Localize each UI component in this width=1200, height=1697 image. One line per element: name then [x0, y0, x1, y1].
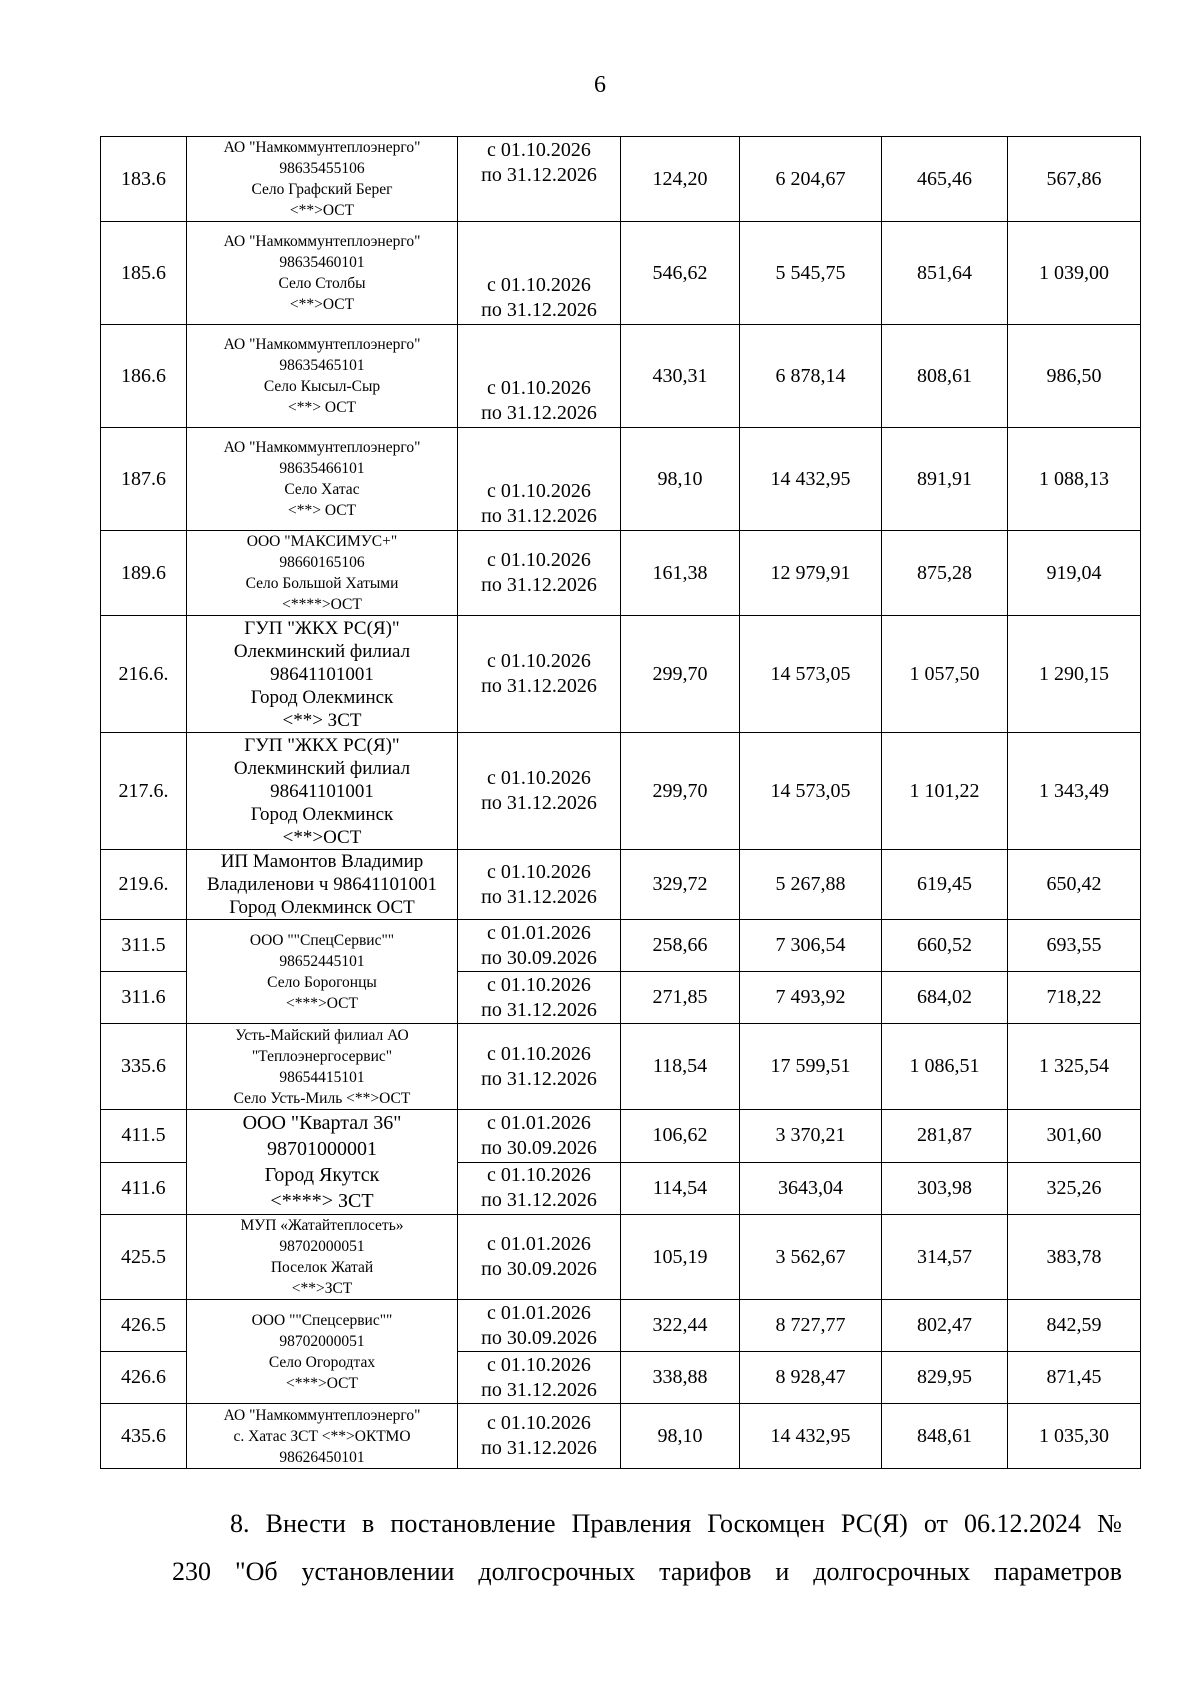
org-line: Усть-Майский филиал АО — [235, 1026, 409, 1044]
table-row — [101, 616, 1141, 733]
row-number: 411.6 — [101, 1162, 187, 1215]
org-line: Село Огородтах — [268, 1353, 376, 1371]
period-end: по 30.09.2026 — [481, 1326, 597, 1349]
value-cell: 430,31 — [621, 325, 740, 428]
org-line: Город Олекминск — [250, 686, 394, 708]
org-line: <**> ЗСТ — [282, 709, 362, 731]
value-cell: 871,45 — [1008, 1352, 1141, 1404]
org-line: ООО "МАКСИМУС+" — [246, 533, 398, 550]
value-cell: 875,28 — [882, 531, 1008, 616]
org-line: Город Якутск — [264, 1164, 380, 1186]
org-line: 98626450101 — [279, 1448, 365, 1466]
value-cell: 12 979,91 — [740, 531, 882, 616]
period-cell — [458, 1110, 621, 1163]
value-cell: 161,38 — [621, 531, 740, 616]
paragraph-line: 230 "Об установлении долгосрочных тарифов и долгосрочных параметров — [172, 1557, 1122, 1586]
organization-cell — [187, 850, 458, 920]
organization-cell — [187, 1404, 458, 1469]
period-cell — [458, 733, 621, 850]
period-end: по 30.09.2026 — [481, 946, 597, 969]
value-cell: 299,70 — [621, 616, 740, 733]
org-line: Владиленови ч 98641101001 — [207, 874, 437, 895]
period-end: по 31.12.2026 — [481, 792, 597, 814]
period-end: по 31.12.2026 — [481, 505, 597, 527]
value-cell: 114,54 — [621, 1162, 740, 1215]
org-line: Село Большой Хатыми — [245, 575, 399, 592]
value-cell: 98,10 — [621, 428, 740, 531]
value-cell: 5 545,75 — [740, 222, 882, 325]
organization-cell — [187, 616, 458, 733]
org-line: <**>ОСТ — [289, 296, 355, 313]
table-row — [101, 1300, 1141, 1352]
period-start: с 01.10.2026 — [487, 377, 591, 399]
row-number: 216.6. — [101, 616, 187, 733]
value-cell: 1 057,50 — [882, 616, 1008, 733]
value-cell: 14 573,05 — [740, 733, 882, 850]
period-cell — [458, 920, 621, 972]
org-line: Олекминский филиал — [233, 757, 411, 779]
org-line: <***>ОСТ — [286, 994, 358, 1012]
value-cell: 1 086,51 — [882, 1024, 1008, 1110]
period-cell — [458, 531, 621, 616]
org-line: <**> ОСТ — [287, 502, 357, 519]
org-line: ИП Мамонтов Владимир — [220, 851, 424, 872]
table-row — [101, 428, 1141, 531]
value-cell: 567,86 — [1008, 137, 1141, 222]
period-end: по 31.12.2026 — [481, 1437, 597, 1459]
period-cell — [458, 972, 621, 1024]
org-line: <**> ОСТ — [287, 399, 357, 416]
org-line: 98702000051 — [279, 1332, 365, 1350]
period-end: по 31.12.2026 — [481, 402, 597, 424]
row-number: 426.6 — [101, 1352, 187, 1404]
row-number: 183.6 — [101, 137, 187, 222]
value-cell: 1 325,54 — [1008, 1024, 1141, 1110]
period-start: с 01.10.2026 — [487, 650, 591, 672]
value-cell: 7 493,92 — [740, 972, 882, 1024]
table-row — [101, 1024, 1141, 1110]
org-line: Город Олекминск — [250, 803, 394, 825]
period-start: с 01.10.2026 — [487, 973, 591, 996]
value-cell: 891,91 — [882, 428, 1008, 531]
value-cell: 106,62 — [621, 1110, 740, 1163]
period-end: по 31.12.2026 — [481, 1189, 597, 1212]
value-cell: 325,26 — [1008, 1162, 1141, 1215]
org-line: АО "Намкоммунтеплоэнерго" — [223, 1406, 421, 1424]
row-number: 311.5 — [101, 920, 187, 972]
period-cell — [458, 428, 621, 531]
value-cell: 8 727,77 — [740, 1300, 882, 1352]
org-line: 98641101001 — [270, 663, 374, 685]
org-line: ГУП "ЖКХ РС(Я)" — [244, 617, 400, 639]
value-cell: 829,95 — [882, 1352, 1008, 1404]
value-cell: 6 204,67 — [740, 137, 882, 222]
org-line: ООО "Квартал 36" — [242, 1112, 402, 1134]
org-line: АО "Намкоммунтеплоэнерго" — [223, 336, 421, 353]
value-cell: 465,46 — [882, 137, 1008, 222]
row-number: 189.6 — [101, 531, 187, 616]
period-cell — [458, 325, 621, 428]
row-number: 411.5 — [101, 1110, 187, 1163]
period-cell — [458, 1352, 621, 1404]
value-cell: 14 432,95 — [740, 1404, 882, 1469]
table-row — [101, 137, 1141, 222]
value-cell: 3 562,67 — [740, 1215, 882, 1300]
value-cell: 546,62 — [621, 222, 740, 325]
page-number: 6 — [594, 72, 606, 98]
value-cell: 3643,04 — [740, 1162, 882, 1215]
period-end: по 31.12.2026 — [481, 1378, 597, 1401]
period-end: по 31.12.2026 — [481, 164, 597, 186]
org-line: 98701000001 — [267, 1138, 377, 1160]
row-number: 187.6 — [101, 428, 187, 531]
value-cell: 124,20 — [621, 137, 740, 222]
org-line: <**>ОСТ — [289, 202, 355, 219]
organization-cell — [187, 1300, 458, 1404]
org-line: "Теплоэнергосервис" — [251, 1047, 393, 1065]
value-cell: 281,87 — [882, 1110, 1008, 1163]
value-cell: 314,57 — [882, 1215, 1008, 1300]
organization-cell — [187, 1024, 458, 1110]
period-end: по 30.09.2026 — [481, 1136, 597, 1159]
value-cell: 693,55 — [1008, 920, 1141, 972]
value-cell: 1 035,30 — [1008, 1404, 1141, 1469]
row-number: 186.6 — [101, 325, 187, 428]
period-start: с 01.10.2026 — [487, 480, 591, 502]
period-end: по 31.12.2026 — [481, 675, 597, 697]
row-number: 426.5 — [101, 1300, 187, 1352]
period-end: по 30.09.2026 — [481, 1258, 597, 1280]
period-cell — [458, 222, 621, 325]
org-line: 98641101001 — [270, 780, 374, 802]
period-start: с 01.01.2026 — [487, 1301, 591, 1324]
table-row — [101, 325, 1141, 428]
paragraph-line: 8. Внести в постановление Правления Госкомцен РС(Я) от 06.12.2024 № — [230, 1509, 1122, 1538]
table-row — [101, 1110, 1141, 1163]
row-number: 435.6 — [101, 1404, 187, 1469]
value-cell: 718,22 — [1008, 972, 1141, 1024]
org-line: Село Усть-Миль <**>ОСТ — [233, 1089, 411, 1107]
row-number: 185.6 — [101, 222, 187, 325]
period-cell — [458, 1300, 621, 1352]
value-cell: 338,88 — [621, 1352, 740, 1404]
period-end: по 31.12.2026 — [481, 1067, 597, 1090]
value-cell: 105,19 — [621, 1215, 740, 1300]
org-line: Город Олекминск ОСТ — [229, 897, 415, 918]
period-start: с 01.01.2026 — [487, 1111, 591, 1134]
table-row — [101, 733, 1141, 850]
period-start: с 01.10.2026 — [487, 860, 591, 883]
org-line: <***>ОСТ — [286, 1374, 358, 1392]
table-row — [101, 222, 1141, 325]
organization-cell — [187, 325, 458, 428]
period-cell — [458, 850, 621, 920]
org-line: 98635465101 — [279, 357, 365, 374]
org-line: <**>ОСТ — [282, 826, 362, 848]
value-cell: 118,54 — [621, 1024, 740, 1110]
org-line: <**>ЗСТ — [291, 1280, 353, 1297]
period-end: по 31.12.2026 — [481, 299, 597, 321]
period-end: по 31.12.2026 — [481, 885, 597, 908]
period-start: с 01.01.2026 — [487, 1233, 591, 1255]
value-cell: 329,72 — [621, 850, 740, 920]
value-cell: 808,61 — [882, 325, 1008, 428]
org-line: Олекминский филиал — [233, 640, 411, 662]
value-cell: 1 101,22 — [882, 733, 1008, 850]
value-cell: 6 878,14 — [740, 325, 882, 428]
value-cell: 7 306,54 — [740, 920, 882, 972]
value-cell: 303,98 — [882, 1162, 1008, 1215]
value-cell: 842,59 — [1008, 1300, 1141, 1352]
period-start: с 01.10.2026 — [487, 767, 591, 789]
value-cell: 3 370,21 — [740, 1110, 882, 1163]
org-line: Поселок Жатай — [270, 1259, 374, 1276]
value-cell: 919,04 — [1008, 531, 1141, 616]
value-cell: 322,44 — [621, 1300, 740, 1352]
org-line: МУП «Жатайтеплосеть» — [240, 1217, 404, 1234]
organization-cell — [187, 137, 458, 222]
org-line: 98654415101 — [279, 1068, 365, 1086]
value-cell: 650,42 — [1008, 850, 1141, 920]
period-end: по 31.12.2026 — [481, 998, 597, 1021]
organization-cell — [187, 1110, 458, 1215]
value-cell: 1 290,15 — [1008, 616, 1141, 733]
body-paragraph — [172, 1500, 1122, 1596]
period-start: с 01.10.2026 — [487, 1164, 591, 1187]
value-cell: 851,64 — [882, 222, 1008, 325]
value-cell: 986,50 — [1008, 325, 1141, 428]
organization-cell — [187, 531, 458, 616]
org-line: 98652445101 — [279, 952, 365, 970]
org-line: Село Графский Берег — [251, 181, 393, 198]
value-cell: 14 573,05 — [740, 616, 882, 733]
period-start: с 01.10.2026 — [487, 1353, 591, 1376]
value-cell: 848,61 — [882, 1404, 1008, 1469]
org-line: 98635466101 — [279, 460, 365, 477]
row-number: 311.6 — [101, 972, 187, 1024]
row-number: 425.5 — [101, 1215, 187, 1300]
org-line: 98702000051 — [279, 1238, 365, 1255]
table-row — [101, 850, 1141, 920]
value-cell: 802,47 — [882, 1300, 1008, 1352]
organization-cell — [187, 1215, 458, 1300]
value-cell: 383,78 — [1008, 1215, 1141, 1300]
org-line: 98635455106 — [279, 160, 365, 177]
period-cell — [458, 137, 621, 222]
value-cell: 660,52 — [882, 920, 1008, 972]
value-cell: 619,45 — [882, 850, 1008, 920]
table-row — [101, 920, 1141, 972]
table-row — [101, 1215, 1141, 1300]
row-number: 219.6. — [101, 850, 187, 920]
period-cell — [458, 1404, 621, 1469]
period-start: с 01.01.2026 — [487, 921, 591, 944]
organization-cell — [187, 733, 458, 850]
org-line: с. Хатас ЗСТ <**>ОКТМО — [233, 1427, 411, 1445]
tariff-table — [100, 136, 1141, 1469]
period-end: по 31.12.2026 — [481, 574, 597, 596]
org-line: ГУП "ЖКХ РС(Я)" — [244, 734, 400, 756]
org-line: 98660165106 — [279, 554, 365, 571]
org-line: Село Борогонцы — [267, 973, 377, 991]
value-cell: 8 928,47 — [740, 1352, 882, 1404]
value-cell: 1 343,49 — [1008, 733, 1141, 850]
value-cell: 14 432,95 — [740, 428, 882, 531]
value-cell: 684,02 — [882, 972, 1008, 1024]
value-cell: 271,85 — [621, 972, 740, 1024]
value-cell: 301,60 — [1008, 1110, 1141, 1163]
org-line: <****> ЗСТ — [270, 1190, 374, 1212]
organization-cell — [187, 428, 458, 531]
value-cell: 1 039,00 — [1008, 222, 1141, 325]
period-start: с 01.10.2026 — [487, 274, 591, 296]
value-cell: 98,10 — [621, 1404, 740, 1469]
period-start: с 01.10.2026 — [487, 1042, 591, 1065]
table-row — [101, 531, 1141, 616]
period-start: с 01.10.2026 — [487, 1412, 591, 1434]
table-row — [101, 1404, 1141, 1469]
period-cell — [458, 1024, 621, 1110]
org-line: ООО ""Спецсервис"" — [251, 1311, 393, 1329]
org-line: АО "Намкоммунтеплоэнерго" — [223, 439, 421, 456]
period-cell — [458, 616, 621, 733]
value-cell: 299,70 — [621, 733, 740, 850]
row-number: 335.6 — [101, 1024, 187, 1110]
organization-cell — [187, 222, 458, 325]
row-number: 217.6. — [101, 733, 187, 850]
org-line: Село Столбы — [278, 275, 366, 292]
period-cell — [458, 1162, 621, 1215]
organization-cell — [187, 920, 458, 1024]
org-line: ООО ""СпецСервис"" — [249, 931, 395, 949]
value-cell: 1 088,13 — [1008, 428, 1141, 531]
org-line: АО "Намкоммунтеплоэнерго" — [223, 139, 421, 156]
period-start: с 01.10.2026 — [487, 549, 591, 571]
value-cell: 258,66 — [621, 920, 740, 972]
org-line: <****>ОСТ — [282, 596, 362, 613]
org-line: Село Хатас — [284, 481, 360, 498]
period-cell — [458, 1215, 621, 1300]
org-line: 98635460101 — [279, 254, 365, 271]
period-start: с 01.10.2026 — [487, 139, 591, 161]
org-line: АО "Намкоммунтеплоэнерго" — [223, 233, 421, 250]
org-line: Село Кысыл-Сыр — [263, 378, 381, 395]
value-cell: 17 599,51 — [740, 1024, 882, 1110]
value-cell: 5 267,88 — [740, 850, 882, 920]
